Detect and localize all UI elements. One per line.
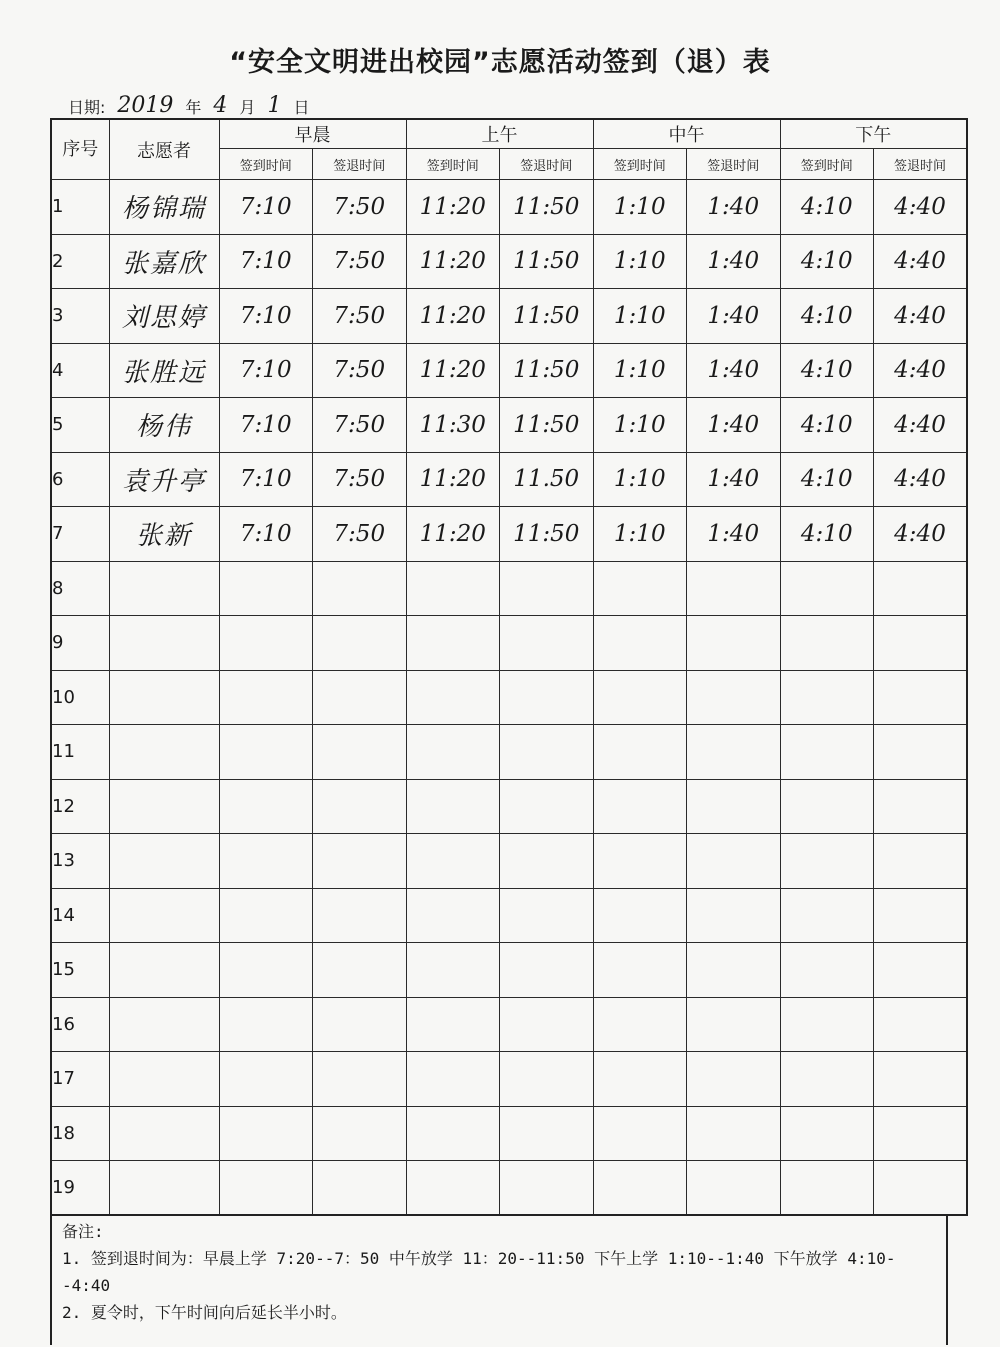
table-row xyxy=(51,507,967,562)
afternoon-signin-cell: 4:10 xyxy=(780,234,874,289)
morning-signin-cell xyxy=(219,888,313,943)
afternoon-signout-cell xyxy=(874,888,968,943)
forenoon-signin-cell: 11:20 xyxy=(406,452,500,507)
noon-signin-cell xyxy=(593,779,687,834)
volunteer-name xyxy=(109,1106,219,1161)
morning-signout-cell: 7:50 xyxy=(313,507,407,562)
signin-table xyxy=(50,118,968,1216)
afternoon-signin-cell xyxy=(780,997,874,1052)
noon-signin-cell: 1:10 xyxy=(593,398,687,453)
noon-signout-cell: 1:40 xyxy=(687,452,781,507)
morning-signout-cell xyxy=(313,834,407,889)
morning-signin-cell: 7:10 xyxy=(219,180,313,235)
noon-signin-cell xyxy=(593,1052,687,1107)
table-row xyxy=(51,1052,967,1107)
row-number: 6 xyxy=(51,452,109,507)
morning-signin-cell xyxy=(219,834,313,889)
noon-signout-cell xyxy=(687,670,781,725)
morning-signout-cell xyxy=(313,670,407,725)
afternoon-signout-cell xyxy=(874,616,968,671)
forenoon-signout-cell xyxy=(500,997,594,1052)
afternoon-signin-cell: 4:10 xyxy=(780,507,874,562)
morning-signout-cell: 7:50 xyxy=(313,452,407,507)
forenoon-signin-cell xyxy=(406,1106,500,1161)
forenoon-signin-cell: 11:20 xyxy=(406,289,500,344)
volunteer-name: 杨伟 xyxy=(109,398,219,453)
noon-signout-cell xyxy=(687,725,781,780)
morning-signin-cell: 7:10 xyxy=(219,289,313,344)
date-year-unit: 年 xyxy=(185,98,202,117)
forenoon-signin-cell: 11:30 xyxy=(406,398,500,453)
afternoon-signout-cell: 4:40 xyxy=(874,234,968,289)
afternoon-signout-cell: 4:40 xyxy=(874,180,968,235)
afternoon-signin-cell xyxy=(780,943,874,998)
morning-signin-cell xyxy=(219,1106,313,1161)
volunteer-name xyxy=(109,1161,219,1216)
noon-signout-cell: 1:40 xyxy=(687,398,781,453)
row-number: 19 xyxy=(51,1161,109,1216)
forenoon-signout-cell: 11:50 xyxy=(500,507,594,562)
volunteer-name xyxy=(109,888,219,943)
forenoon-signin-cell: 11:20 xyxy=(406,343,500,398)
row-number: 7 xyxy=(51,507,109,562)
morning-signout-cell xyxy=(313,1161,407,1216)
table-row xyxy=(51,343,967,398)
noon-signout-cell: 1:40 xyxy=(687,289,781,344)
morning-signin-cell xyxy=(219,997,313,1052)
afternoon-signin-cell xyxy=(780,670,874,725)
morning-signout-cell xyxy=(313,779,407,834)
date-year: 2019 xyxy=(117,93,174,118)
volunteer-name: 张新 xyxy=(109,507,219,562)
noon-signin-cell: 1:10 xyxy=(593,452,687,507)
noon-signin-cell: 1:10 xyxy=(593,289,687,344)
forenoon-signin-cell xyxy=(406,616,500,671)
afternoon-signout-cell xyxy=(874,943,968,998)
afternoon-signout-cell: 4:40 xyxy=(874,398,968,453)
forenoon-signout-cell xyxy=(500,616,594,671)
morning-signout-cell xyxy=(313,1052,407,1107)
page-title: “安全文明进出校园”志愿活动签到（退）表 xyxy=(229,47,771,78)
noon-signout-cell xyxy=(687,561,781,616)
forenoon-signin-cell xyxy=(406,834,500,889)
header-period-noon: 中午 xyxy=(593,119,780,149)
afternoon-signout-cell: 4:40 xyxy=(874,507,968,562)
table-row xyxy=(51,834,967,889)
row-number: 17 xyxy=(51,1052,109,1107)
header-signout-time: 签退时间 xyxy=(500,149,594,180)
table-row xyxy=(51,616,967,671)
afternoon-signin-cell xyxy=(780,1106,874,1161)
morning-signin-cell xyxy=(219,725,313,780)
table-row xyxy=(51,289,967,344)
afternoon-signout-cell: 4:40 xyxy=(874,289,968,344)
morning-signin-cell xyxy=(219,616,313,671)
header-signin-time: 签到时间 xyxy=(780,149,874,180)
forenoon-signin-cell xyxy=(406,888,500,943)
forenoon-signin-cell xyxy=(406,561,500,616)
morning-signin-cell: 7:10 xyxy=(219,452,313,507)
noon-signout-cell: 1:40 xyxy=(687,507,781,562)
row-number: 10 xyxy=(51,670,109,725)
volunteer-name xyxy=(109,997,219,1052)
forenoon-signout-cell xyxy=(500,943,594,998)
afternoon-signin-cell xyxy=(780,834,874,889)
afternoon-signout-cell xyxy=(874,1106,968,1161)
row-number: 18 xyxy=(51,1106,109,1161)
morning-signin-cell xyxy=(219,670,313,725)
noon-signin-cell xyxy=(593,943,687,998)
afternoon-signin-cell xyxy=(780,888,874,943)
morning-signin-cell: 7:10 xyxy=(219,398,313,453)
noon-signin-cell xyxy=(593,997,687,1052)
table-row xyxy=(51,452,967,507)
noon-signin-cell xyxy=(593,834,687,889)
noon-signout-cell xyxy=(687,616,781,671)
notes-label: 备注: xyxy=(62,1222,104,1241)
afternoon-signout-cell: 4:40 xyxy=(874,452,968,507)
forenoon-signin-cell xyxy=(406,943,500,998)
table-row xyxy=(51,1106,967,1161)
afternoon-signin-cell xyxy=(780,561,874,616)
noon-signout-cell: 1:40 xyxy=(687,180,781,235)
forenoon-signout-cell xyxy=(500,779,594,834)
morning-signin-cell: 7:10 xyxy=(219,343,313,398)
header-period-afternoon: 下午 xyxy=(780,119,967,149)
afternoon-signin-cell xyxy=(780,779,874,834)
noon-signout-cell xyxy=(687,834,781,889)
table-row xyxy=(51,234,967,289)
table-row xyxy=(51,1161,967,1216)
afternoon-signin-cell: 4:10 xyxy=(780,343,874,398)
forenoon-signout-cell xyxy=(500,725,594,780)
forenoon-signout-cell xyxy=(500,834,594,889)
afternoon-signout-cell xyxy=(874,834,968,889)
morning-signout-cell xyxy=(313,1106,407,1161)
row-number: 9 xyxy=(51,616,109,671)
header-signin-time: 签到时间 xyxy=(219,149,313,180)
forenoon-signout-cell xyxy=(500,561,594,616)
table-row xyxy=(51,398,967,453)
volunteer-name xyxy=(109,834,219,889)
forenoon-signin-cell xyxy=(406,725,500,780)
table-row xyxy=(51,725,967,780)
morning-signout-cell xyxy=(313,943,407,998)
volunteer-name xyxy=(109,616,219,671)
afternoon-signout-cell xyxy=(874,561,968,616)
afternoon-signin-cell xyxy=(780,1161,874,1216)
noon-signin-cell xyxy=(593,670,687,725)
forenoon-signout-cell: 11:50 xyxy=(500,234,594,289)
table-row xyxy=(51,670,967,725)
row-number: 5 xyxy=(51,398,109,453)
header-signout-time: 签退时间 xyxy=(874,149,968,180)
morning-signin-cell xyxy=(219,561,313,616)
afternoon-signout-cell xyxy=(874,1161,968,1216)
afternoon-signout-cell xyxy=(874,997,968,1052)
volunteer-name xyxy=(109,725,219,780)
morning-signin-cell: 7:10 xyxy=(219,507,313,562)
table-row xyxy=(51,997,967,1052)
row-number: 3 xyxy=(51,289,109,344)
notes-section xyxy=(50,1214,948,1345)
noon-signout-cell xyxy=(687,779,781,834)
morning-signout-cell: 7:50 xyxy=(313,343,407,398)
noon-signin-cell: 1:10 xyxy=(593,343,687,398)
morning-signout-cell xyxy=(313,561,407,616)
header-signout-time: 签退时间 xyxy=(687,149,781,180)
morning-signout-cell xyxy=(313,997,407,1052)
afternoon-signout-cell xyxy=(874,670,968,725)
noon-signin-cell xyxy=(593,1106,687,1161)
volunteer-name xyxy=(109,779,219,834)
header-signout-time: 签退时间 xyxy=(313,149,407,180)
morning-signout-cell: 7:50 xyxy=(313,234,407,289)
morning-signin-cell xyxy=(219,779,313,834)
notes-line-2: 2. 夏令时，下午时间向后延长半小时。 xyxy=(62,1303,347,1322)
noon-signin-cell xyxy=(593,616,687,671)
forenoon-signin-cell xyxy=(406,779,500,834)
afternoon-signin-cell xyxy=(780,1052,874,1107)
afternoon-signout-cell xyxy=(874,1052,968,1107)
afternoon-signout-cell xyxy=(874,725,968,780)
table-row xyxy=(51,888,967,943)
row-number: 2 xyxy=(51,234,109,289)
morning-signout-cell: 7:50 xyxy=(313,398,407,453)
forenoon-signin-cell xyxy=(406,1161,500,1216)
volunteer-name: 袁升亭 xyxy=(109,452,219,507)
noon-signin-cell: 1:10 xyxy=(593,180,687,235)
volunteer-name xyxy=(109,561,219,616)
table-row xyxy=(51,779,967,834)
afternoon-signin-cell: 4:10 xyxy=(780,289,874,344)
afternoon-signin-cell: 4:10 xyxy=(780,398,874,453)
morning-signin-cell xyxy=(219,943,313,998)
date-month-unit: 月 xyxy=(239,98,256,117)
noon-signin-cell: 1:10 xyxy=(593,507,687,562)
volunteer-name xyxy=(109,943,219,998)
noon-signin-cell: 1:10 xyxy=(593,234,687,289)
noon-signout-cell xyxy=(687,1106,781,1161)
row-number: 15 xyxy=(51,943,109,998)
date-month: 4 xyxy=(213,93,228,118)
forenoon-signout-cell: 11:50 xyxy=(500,289,594,344)
forenoon-signout-cell xyxy=(500,1052,594,1107)
volunteer-name: 张胜远 xyxy=(109,343,219,398)
row-number: 13 xyxy=(51,834,109,889)
row-number: 16 xyxy=(51,997,109,1052)
volunteer-name xyxy=(109,1052,219,1107)
noon-signout-cell: 1:40 xyxy=(687,234,781,289)
row-number: 11 xyxy=(51,725,109,780)
table-row xyxy=(51,180,967,235)
header-period-forenoon: 上午 xyxy=(406,119,593,149)
header-seq: 序号 xyxy=(51,119,109,180)
forenoon-signout-cell: 11:50 xyxy=(500,343,594,398)
morning-signin-cell xyxy=(219,1052,313,1107)
header-signin-time: 签到时间 xyxy=(406,149,500,180)
volunteer-name: 张嘉欣 xyxy=(109,234,219,289)
afternoon-signin-cell xyxy=(780,616,874,671)
row-number: 4 xyxy=(51,343,109,398)
forenoon-signout-cell xyxy=(500,1161,594,1216)
header-volunteer: 志愿者 xyxy=(109,119,219,180)
date-line xyxy=(68,88,309,118)
forenoon-signout-cell: 11:50 xyxy=(500,398,594,453)
noon-signin-cell xyxy=(593,725,687,780)
noon-signin-cell xyxy=(593,561,687,616)
volunteer-name: 杨锦瑞 xyxy=(109,180,219,235)
forenoon-signin-cell: 11:20 xyxy=(406,234,500,289)
forenoon-signin-cell xyxy=(406,670,500,725)
noon-signout-cell xyxy=(687,888,781,943)
forenoon-signout-cell xyxy=(500,1106,594,1161)
morning-signout-cell: 7:50 xyxy=(313,180,407,235)
volunteer-name: 刘思婷 xyxy=(109,289,219,344)
afternoon-signin-cell: 4:10 xyxy=(780,180,874,235)
header-signin-time: 签到时间 xyxy=(593,149,687,180)
afternoon-signout-cell xyxy=(874,779,968,834)
noon-signin-cell xyxy=(593,888,687,943)
date-day-unit: 日 xyxy=(293,98,310,117)
noon-signout-cell xyxy=(687,1161,781,1216)
row-number: 8 xyxy=(51,561,109,616)
morning-signin-cell xyxy=(219,1161,313,1216)
forenoon-signout-cell xyxy=(500,888,594,943)
morning-signout-cell xyxy=(313,725,407,780)
morning-signout-cell xyxy=(313,616,407,671)
date-label: 日期: xyxy=(68,98,106,117)
noon-signout-cell xyxy=(687,1052,781,1107)
morning-signout-cell: 7:50 xyxy=(313,289,407,344)
table-row xyxy=(51,561,967,616)
table-body xyxy=(51,180,967,1216)
afternoon-signout-cell: 4:40 xyxy=(874,343,968,398)
date-day: 1 xyxy=(267,93,282,118)
row-number: 14 xyxy=(51,888,109,943)
morning-signout-cell xyxy=(313,888,407,943)
noon-signin-cell xyxy=(593,1161,687,1216)
table-row xyxy=(51,943,967,998)
forenoon-signout-cell xyxy=(500,670,594,725)
volunteer-name xyxy=(109,670,219,725)
notes-line-1: 1. 签到退时间为：早晨上学 7:20--7：50 中午放学 11：20--11:50 下午上学 1:10--1:40 下午放学 4:10--4:40 xyxy=(62,1249,896,1295)
forenoon-signout-cell: 11.50 xyxy=(500,452,594,507)
noon-signout-cell: 1:40 xyxy=(687,343,781,398)
header-period-morning: 早晨 xyxy=(219,119,406,149)
forenoon-signin-cell: 11:20 xyxy=(406,180,500,235)
forenoon-signout-cell: 11:50 xyxy=(500,180,594,235)
noon-signout-cell xyxy=(687,943,781,998)
afternoon-signin-cell: 4:10 xyxy=(780,452,874,507)
row-number: 12 xyxy=(51,779,109,834)
morning-signin-cell: 7:10 xyxy=(219,234,313,289)
forenoon-signin-cell: 11:20 xyxy=(406,507,500,562)
row-number: 1 xyxy=(51,180,109,235)
afternoon-signin-cell xyxy=(780,725,874,780)
noon-signout-cell xyxy=(687,997,781,1052)
forenoon-signin-cell xyxy=(406,997,500,1052)
forenoon-signin-cell xyxy=(406,1052,500,1107)
